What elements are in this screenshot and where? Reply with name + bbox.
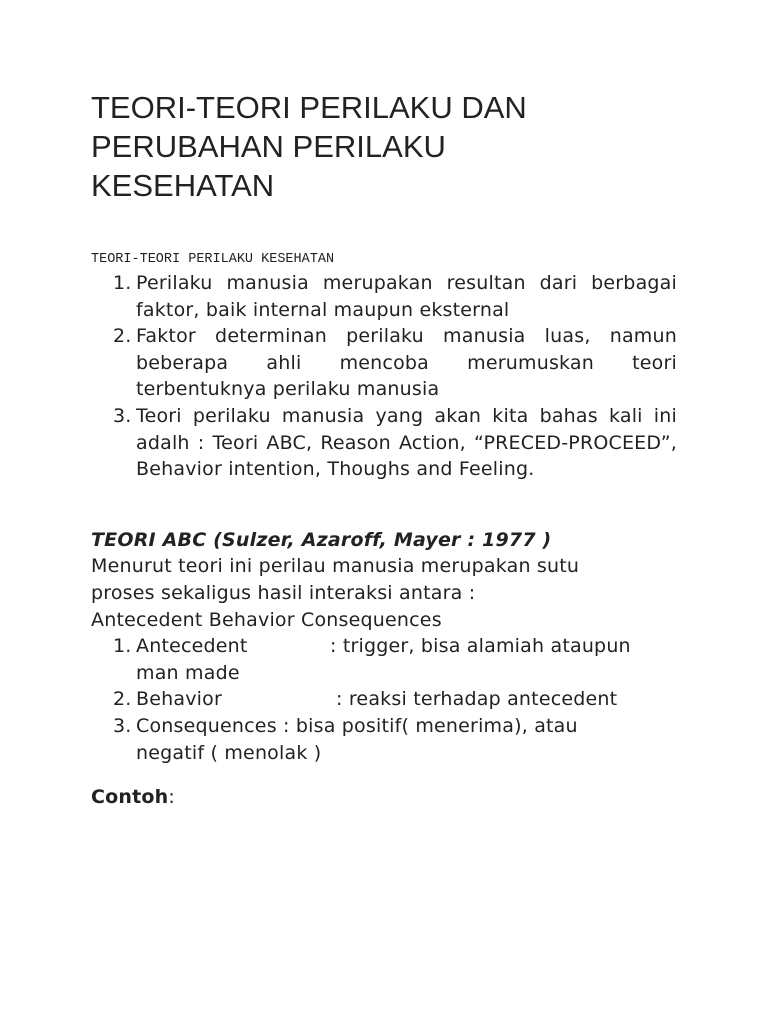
list-number: 1. [113,635,132,658]
list-item [91,270,677,323]
list-number: 1. [113,272,132,294]
list-item [91,686,677,713]
list-item [91,633,677,686]
paragraph-line: proses sekaligus hasil interaksi antara : [91,581,476,604]
document-title [91,88,677,205]
component-description: : trigger, bisa alamiah ataupun [330,635,631,658]
example-label-text: Contoh [91,786,169,809]
list-item-text: Perilaku manusia merupakan resultan dari berbagai faktor, baik internal maupun eksternal [136,272,677,321]
component-description: : reaksi terhadap antecedent [336,688,618,711]
list-item [91,323,677,403]
document-page [91,88,677,811]
list-number: 2. [113,688,132,711]
list-item [91,713,677,766]
component-term: Consequences [136,714,277,737]
abc-theory-heading: TEORI ABC (Sulzer, Azaroff, Mayer : 1977 ) [91,528,552,551]
paragraph-line: Antecedent Behavior Consequences [91,608,442,631]
paragraph-line: Menurut teori ini perilau manusia merupakan sutu [91,555,580,578]
theory-points-list [91,270,677,483]
component-description-continued: negatif ( menolak ) [136,741,322,764]
example-label-colon: : [168,786,175,809]
component-term: Antecedent [136,635,248,658]
list-item-text: Faktor determinan perilaku manusia luas, namun beberapa ahli mencoba merumuskan teori terbentuknya perilaku manusia [136,325,677,401]
list-item [91,403,677,483]
list-number: 3. [113,404,132,427]
list-number: 2. [113,325,132,348]
example-label [91,784,677,811]
title-line: PERUBAHAN PERILAKU [91,129,446,164]
component-term: Behavior [136,688,222,711]
component-description: : bisa positif( menerima), atau [276,714,578,737]
title-line: KESEHATAN [91,168,275,203]
abc-theory-paragraph [91,553,677,633]
title-line: TEORI-TEORI PERILAKU DAN [91,90,527,125]
component-description-continued: man made [136,661,240,684]
section-subtitle: TEORI-TEORI PERILAKU KESEHATAN [91,252,335,267]
abc-components-list [91,633,677,766]
list-item-text: Teori perilaku manusia yang akan kita bahas kali ini adalh : Teori ABC, Reason Action, “PRECED-PROCEED”, Behavior intention, Thoughs and Feeling. [136,404,677,481]
list-number: 3. [113,714,132,737]
